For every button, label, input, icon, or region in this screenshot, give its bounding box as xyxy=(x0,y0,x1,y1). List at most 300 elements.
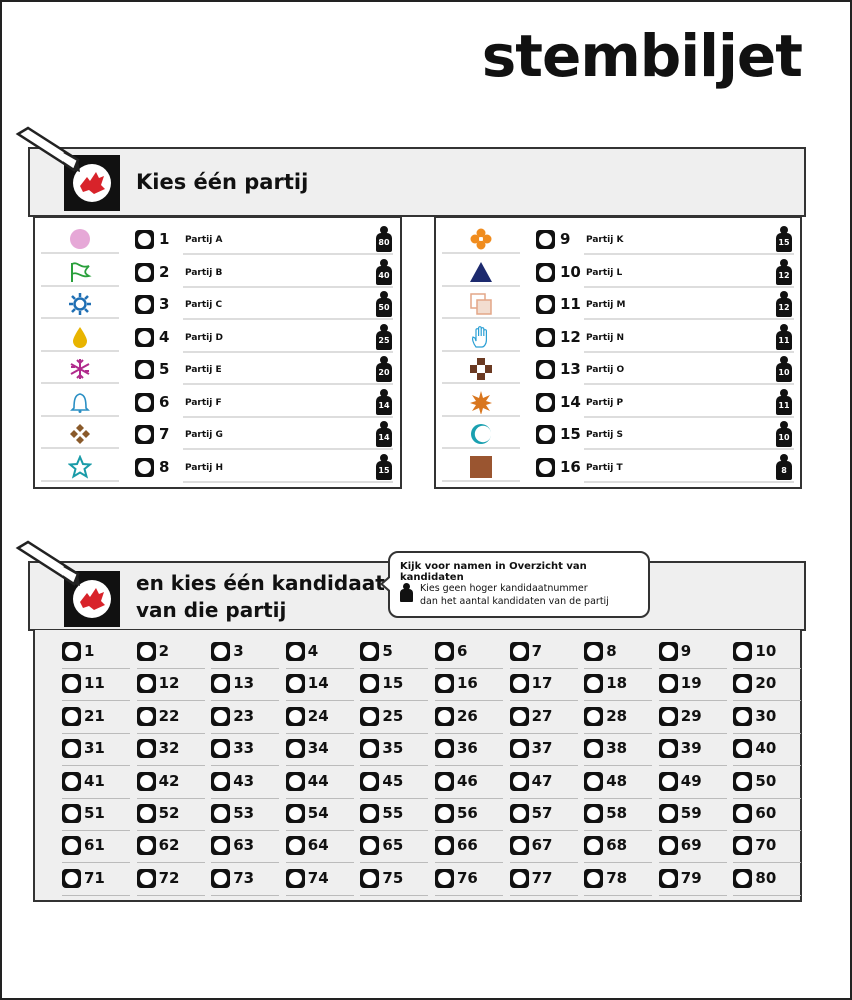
candidate-number: 8 xyxy=(606,642,617,660)
candidate-count: 15 xyxy=(776,233,792,252)
candidate-number: 33 xyxy=(233,739,255,758)
candidate-number: 42 xyxy=(158,771,180,790)
candidate-count: 50 xyxy=(376,298,392,317)
candidate-cell xyxy=(137,768,205,794)
candidate-vote-checkbox[interactable] xyxy=(62,836,81,855)
candidate-vote-checkbox[interactable] xyxy=(360,707,379,726)
candidate-vote-checkbox[interactable] xyxy=(435,804,454,823)
party-number: 3 xyxy=(159,295,170,313)
candidate-vote-checkbox[interactable] xyxy=(137,804,156,823)
party-vote-checkbox[interactable] xyxy=(536,230,555,249)
candidate-number: 63 xyxy=(233,836,255,855)
candidate-cell xyxy=(62,735,130,761)
candidate-vote-checkbox[interactable] xyxy=(510,836,529,855)
candidate-cell xyxy=(584,735,652,761)
party-row xyxy=(35,223,400,255)
candidate-vote-checkbox[interactable] xyxy=(584,674,603,693)
party-number: 12 xyxy=(560,327,581,346)
candidate-vote-checkbox[interactable] xyxy=(360,772,379,791)
candidate-vote-checkbox[interactable] xyxy=(62,804,81,823)
party-vote-checkbox[interactable] xyxy=(536,328,555,347)
candidate-vote-checkbox[interactable] xyxy=(659,642,678,661)
candidate-count: 15 xyxy=(376,461,392,480)
party-name: Partij B xyxy=(183,260,393,288)
candidate-number: 17 xyxy=(531,674,553,693)
party-section-heading: Kies één partij xyxy=(136,170,309,194)
candidate-cell xyxy=(584,832,652,858)
party-name: Partij L xyxy=(584,260,794,288)
candidate-vote-checkbox[interactable] xyxy=(286,772,305,791)
candidate-number: 46 xyxy=(457,771,478,790)
candidate-number: 73 xyxy=(233,868,255,887)
party-number: 5 xyxy=(159,360,170,378)
party-vote-checkbox[interactable] xyxy=(536,295,555,314)
candidate-vote-checkbox[interactable] xyxy=(360,674,379,693)
party-row xyxy=(436,386,800,418)
candidate-count-icon xyxy=(776,226,792,252)
candidate-vote-checkbox[interactable] xyxy=(286,804,305,823)
candidate-vote-checkbox[interactable] xyxy=(510,804,529,823)
candidate-number: 45 xyxy=(382,771,404,790)
candidate-count-icon xyxy=(376,324,392,350)
candidate-cell xyxy=(510,670,578,696)
candidate-vote-checkbox[interactable] xyxy=(211,707,230,726)
candidate-count: 20 xyxy=(376,363,392,382)
candidate-vote-checkbox[interactable] xyxy=(510,772,529,791)
candidate-cell xyxy=(733,865,801,891)
candidate-count-icon xyxy=(376,259,392,285)
candidate-cell xyxy=(286,670,354,696)
party-number: 4 xyxy=(159,327,170,346)
candidate-vote-checkbox[interactable] xyxy=(733,836,752,855)
party-name: Partij O xyxy=(584,357,794,385)
candidate-vote-checkbox[interactable] xyxy=(211,804,230,823)
party-name: Partij P xyxy=(584,390,794,418)
candidate-number: 56 xyxy=(457,804,478,822)
party-number: 16 xyxy=(560,457,581,476)
candidate-cell xyxy=(435,768,503,794)
candidate-vote-checkbox[interactable] xyxy=(137,739,156,758)
candidate-number: 29 xyxy=(680,706,702,725)
candidate-vote-checkbox[interactable] xyxy=(435,836,454,855)
candidate-vote-checkbox[interactable] xyxy=(211,642,230,661)
candidate-vote-checkbox[interactable] xyxy=(62,642,81,661)
candidate-vote-checkbox[interactable] xyxy=(435,642,454,661)
candidate-cell xyxy=(286,800,354,826)
candidate-vote-checkbox[interactable] xyxy=(733,804,752,823)
candidate-number: 80 xyxy=(755,868,777,887)
candidate-vote-checkbox[interactable] xyxy=(435,739,454,758)
candidate-vote-checkbox[interactable] xyxy=(137,707,156,726)
candidate-count: 8 xyxy=(776,461,792,480)
candidate-number: 62 xyxy=(158,836,180,855)
candidate-cell xyxy=(360,768,428,794)
party-vote-checkbox[interactable] xyxy=(536,263,555,282)
candidate-number: 70 xyxy=(755,836,777,855)
diamonds-icon xyxy=(41,421,119,449)
candidate-number: 39 xyxy=(680,739,702,758)
party-vote-checkbox[interactable] xyxy=(135,425,154,444)
candidate-vote-checkbox[interactable] xyxy=(584,869,603,888)
party-name: Partij H xyxy=(183,455,393,483)
candidate-number: 21 xyxy=(84,706,105,725)
party-vote-checkbox[interactable] xyxy=(135,393,154,412)
candidate-vote-checkbox[interactable] xyxy=(584,836,603,855)
candidate-number: 50 xyxy=(755,771,777,790)
party-vote-checkbox[interactable] xyxy=(135,360,154,379)
candidate-cell xyxy=(360,735,428,761)
candidate-vote-checkbox[interactable] xyxy=(659,772,678,791)
candidate-number: 59 xyxy=(680,804,702,822)
candidate-vote-checkbox[interactable] xyxy=(733,772,752,791)
candidate-cell xyxy=(510,865,578,891)
candidate-cell xyxy=(137,800,205,826)
candidate-cell xyxy=(584,768,652,794)
candidate-cell xyxy=(360,703,428,729)
candidate-cell xyxy=(435,638,503,664)
info-bubble xyxy=(388,551,650,618)
candidate-cell xyxy=(659,703,727,729)
candidate-number: 64 xyxy=(307,836,329,855)
candidate-vote-checkbox[interactable] xyxy=(510,707,529,726)
bell-icon xyxy=(41,389,119,417)
party-name: Partij C xyxy=(183,292,393,320)
snowflake-icon xyxy=(41,356,119,384)
candidate-count: 12 xyxy=(776,266,792,285)
party-vote-checkbox[interactable] xyxy=(135,295,154,314)
candidate-cell xyxy=(733,800,801,826)
candidate-vote-checkbox[interactable] xyxy=(584,804,603,823)
candidate-number: 44 xyxy=(307,771,329,790)
candidate-number: 38 xyxy=(606,739,628,758)
party-row xyxy=(436,451,800,483)
candidate-cell xyxy=(733,703,801,729)
candidate-vote-checkbox[interactable] xyxy=(286,869,305,888)
candidate-vote-checkbox[interactable] xyxy=(659,739,678,758)
party-row xyxy=(436,288,800,320)
party-number: 8 xyxy=(159,457,170,476)
candidate-vote-checkbox[interactable] xyxy=(137,642,156,661)
candidate-vote-checkbox[interactable] xyxy=(62,869,81,888)
candidate-cell xyxy=(211,703,279,729)
candidate-count: 10 xyxy=(776,428,792,447)
candidate-count: 14 xyxy=(376,396,392,415)
party-number: 11 xyxy=(560,295,581,313)
candidate-number: 37 xyxy=(531,739,553,758)
candidate-cell xyxy=(510,768,578,794)
candidate-vote-checkbox[interactable] xyxy=(62,707,81,726)
candidate-vote-checkbox[interactable] xyxy=(211,772,230,791)
candidate-cell xyxy=(435,703,503,729)
candidate-vote-checkbox[interactable] xyxy=(584,772,603,791)
candidate-vote-checkbox[interactable] xyxy=(733,642,752,661)
candidate-cell xyxy=(211,735,279,761)
candidate-number: 41 xyxy=(84,771,105,790)
clover-icon xyxy=(442,226,520,254)
candidate-number: 34 xyxy=(307,739,329,758)
candidate-number: 58 xyxy=(606,804,628,822)
party-vote-checkbox[interactable] xyxy=(135,263,154,282)
cross-icon xyxy=(442,356,520,384)
party-vote-checkbox[interactable] xyxy=(536,360,555,379)
square-icon xyxy=(442,454,520,482)
candidate-number: 14 xyxy=(307,674,329,693)
candidate-number: 25 xyxy=(382,706,404,725)
candidate-cell xyxy=(360,865,428,891)
candidate-vote-checkbox[interactable] xyxy=(510,869,529,888)
candidate-vote-checkbox[interactable] xyxy=(286,739,305,758)
candidate-vote-checkbox[interactable] xyxy=(137,836,156,855)
candidate-count: 40 xyxy=(376,266,392,285)
candidate-cell xyxy=(510,800,578,826)
burst-icon xyxy=(442,389,520,417)
candidate-number: 4 xyxy=(307,642,319,660)
candidate-number: 57 xyxy=(531,804,553,822)
party-number: 2 xyxy=(159,262,170,281)
candidate-cell xyxy=(62,638,130,664)
candidate-count-icon xyxy=(376,389,392,415)
candidate-cell xyxy=(435,832,503,858)
candidate-vote-checkbox[interactable] xyxy=(211,739,230,758)
candidate-count: 11 xyxy=(776,331,792,350)
candidate-cell xyxy=(137,865,205,891)
candidate-number: 35 xyxy=(382,739,404,758)
candidate-number: 26 xyxy=(457,706,478,725)
candidate-cell xyxy=(510,703,578,729)
candidate-cell xyxy=(584,865,652,891)
candidate-number: 1 xyxy=(84,642,95,660)
candidate-cell xyxy=(360,670,428,696)
candidate-vote-checkbox[interactable] xyxy=(584,739,603,758)
candidate-cell xyxy=(584,800,652,826)
star-icon xyxy=(41,454,119,482)
info-line-2: Kies geen hoger kandidaatnummer xyxy=(420,583,588,594)
party-number: 6 xyxy=(159,392,170,411)
candidate-cell xyxy=(137,703,205,729)
candidate-vote-checkbox[interactable] xyxy=(360,804,379,823)
candidate-number: 40 xyxy=(755,739,777,758)
party-name: Partij M xyxy=(584,292,794,320)
candidate-vote-checkbox[interactable] xyxy=(137,869,156,888)
party-vote-checkbox[interactable] xyxy=(536,458,555,477)
info-line-3: dan het aantal kandidaten van de partij xyxy=(420,596,609,607)
party-name: Partij A xyxy=(183,227,393,255)
candidate-vote-checkbox[interactable] xyxy=(62,772,81,791)
candidate-cell xyxy=(137,735,205,761)
candidate-number: 76 xyxy=(457,868,478,887)
candidate-cell xyxy=(211,768,279,794)
candidate-vote-checkbox[interactable] xyxy=(659,707,678,726)
candidate-number: 53 xyxy=(233,804,255,822)
candidate-cell xyxy=(733,832,801,858)
party-row xyxy=(35,288,400,320)
party-number: 15 xyxy=(560,425,581,443)
pencil-icon xyxy=(14,540,94,590)
candidate-number: 65 xyxy=(382,836,404,855)
candidate-vote-checkbox[interactable] xyxy=(659,836,678,855)
candidate-number: 20 xyxy=(755,674,777,693)
candidate-vote-checkbox[interactable] xyxy=(584,707,603,726)
candidate-number: 75 xyxy=(382,868,404,887)
candidate-vote-checkbox[interactable] xyxy=(62,739,81,758)
candidate-number: 24 xyxy=(307,706,329,725)
party-vote-checkbox[interactable] xyxy=(536,425,555,444)
party-row xyxy=(436,353,800,385)
candidate-vote-checkbox[interactable] xyxy=(659,674,678,693)
party-number: 10 xyxy=(560,262,581,281)
flag-icon xyxy=(41,259,119,287)
candidate-vote-checkbox[interactable] xyxy=(435,674,454,693)
candidate-number: 48 xyxy=(606,771,628,790)
candidate-number: 60 xyxy=(755,804,777,822)
candidate-cell xyxy=(733,638,801,664)
candidate-cell xyxy=(137,832,205,858)
candidate-vote-checkbox[interactable] xyxy=(733,869,752,888)
candidate-number: 11 xyxy=(84,674,105,693)
candidate-vote-checkbox[interactable] xyxy=(435,772,454,791)
party-number: 13 xyxy=(560,360,581,378)
candidate-vote-checkbox[interactable] xyxy=(286,642,305,661)
candidate-count: 25 xyxy=(376,331,392,350)
info-line-1: Kijk voor namen in Overzicht van kandidaten xyxy=(400,561,587,583)
candidate-cell xyxy=(211,800,279,826)
candidate-vote-checkbox[interactable] xyxy=(360,836,379,855)
candidate-vote-checkbox[interactable] xyxy=(286,707,305,726)
candidate-vote-checkbox[interactable] xyxy=(510,642,529,661)
candidate-count-icon xyxy=(776,324,792,350)
candidate-vote-checkbox[interactable] xyxy=(211,869,230,888)
party-list-right xyxy=(434,216,802,489)
candidate-vote-checkbox[interactable] xyxy=(733,707,752,726)
candidate-cell xyxy=(211,638,279,664)
candidate-number: 47 xyxy=(531,771,553,790)
candidate-number: 9 xyxy=(680,642,692,660)
candidate-vote-checkbox[interactable] xyxy=(510,739,529,758)
candidate-number: 51 xyxy=(84,804,105,822)
candidate-number: 71 xyxy=(84,868,105,887)
candidate-number: 3 xyxy=(233,642,244,660)
candidate-cell xyxy=(360,832,428,858)
candidate-number: 77 xyxy=(531,868,553,887)
candidate-number: 52 xyxy=(158,804,180,822)
candidate-vote-checkbox[interactable] xyxy=(435,707,454,726)
party-row xyxy=(436,321,800,353)
party-name: Partij N xyxy=(584,325,794,353)
candidate-cell xyxy=(286,832,354,858)
party-row xyxy=(35,353,400,385)
crescent-icon xyxy=(442,421,520,449)
hand-icon xyxy=(442,324,520,352)
candidate-vote-checkbox[interactable] xyxy=(360,739,379,758)
party-row xyxy=(436,256,800,288)
party-vote-checkbox[interactable] xyxy=(536,393,555,412)
candidate-vote-checkbox[interactable] xyxy=(584,642,603,661)
candidate-cell xyxy=(62,865,130,891)
party-name: Partij D xyxy=(183,325,393,353)
candidate-cell xyxy=(510,832,578,858)
candidate-count-icon xyxy=(376,454,392,480)
party-vote-checkbox[interactable] xyxy=(135,458,154,477)
candidate-number: 69 xyxy=(680,836,702,855)
candidate-cell xyxy=(659,800,727,826)
party-number: 9 xyxy=(560,230,571,248)
candidate-vote-checkbox[interactable] xyxy=(286,674,305,693)
candidate-count-icon xyxy=(376,421,392,447)
candidate-number: 28 xyxy=(606,706,628,725)
candidate-cell xyxy=(62,768,130,794)
party-name: Partij K xyxy=(584,227,794,255)
candidate-count-icon xyxy=(376,356,392,382)
candidate-vote-checkbox[interactable] xyxy=(733,739,752,758)
candidate-count: 10 xyxy=(776,363,792,382)
party-row xyxy=(436,223,800,255)
candidate-number: 18 xyxy=(606,674,628,693)
candidate-vote-checkbox[interactable] xyxy=(137,772,156,791)
candidate-vote-checkbox[interactable] xyxy=(659,869,678,888)
candidate-vote-checkbox[interactable] xyxy=(659,804,678,823)
candidate-vote-checkbox[interactable] xyxy=(360,869,379,888)
candidate-vote-checkbox[interactable] xyxy=(286,836,305,855)
circle-icon xyxy=(41,226,119,254)
party-row xyxy=(35,386,400,418)
candidate-person-icon xyxy=(400,583,412,603)
party-name: Partij F xyxy=(183,390,393,418)
candidate-number: 6 xyxy=(457,642,468,660)
candidate-number: 2 xyxy=(158,642,170,660)
candidate-number: 74 xyxy=(307,868,329,887)
candidate-vote-checkbox[interactable] xyxy=(137,674,156,693)
party-vote-checkbox[interactable] xyxy=(135,230,154,249)
candidate-cell xyxy=(62,832,130,858)
candidate-cell xyxy=(211,670,279,696)
candidate-number: 32 xyxy=(158,739,180,758)
party-row xyxy=(35,321,400,353)
candidate-cell xyxy=(659,865,727,891)
party-number: 14 xyxy=(560,392,581,411)
candidate-cell xyxy=(435,800,503,826)
candidate-cell xyxy=(286,865,354,891)
candidate-number: 36 xyxy=(457,739,478,758)
candidate-vote-checkbox[interactable] xyxy=(211,836,230,855)
candidate-number: 12 xyxy=(158,674,180,693)
candidate-number: 43 xyxy=(233,771,255,790)
candidate-vote-checkbox[interactable] xyxy=(211,674,230,693)
candidate-vote-checkbox[interactable] xyxy=(733,674,752,693)
candidate-cell xyxy=(137,670,205,696)
candidate-vote-checkbox[interactable] xyxy=(435,869,454,888)
candidate-vote-checkbox[interactable] xyxy=(510,674,529,693)
party-row xyxy=(436,418,800,450)
candidate-cell xyxy=(360,638,428,664)
candidate-count: 80 xyxy=(376,233,392,252)
party-row xyxy=(35,256,400,288)
candidate-number: 15 xyxy=(382,674,404,693)
candidate-number: 68 xyxy=(606,836,628,855)
candidate-vote-checkbox[interactable] xyxy=(62,674,81,693)
candidate-cell xyxy=(733,670,801,696)
squares-icon xyxy=(442,291,520,319)
candidate-vote-checkbox[interactable] xyxy=(360,642,379,661)
candidate-cell xyxy=(211,865,279,891)
candidate-count-icon xyxy=(776,291,792,317)
candidate-number: 5 xyxy=(382,642,393,660)
party-row xyxy=(35,451,400,483)
party-vote-checkbox[interactable] xyxy=(135,328,154,347)
candidate-cell xyxy=(435,735,503,761)
candidate-cell xyxy=(659,832,727,858)
candidate-number: 31 xyxy=(84,739,105,758)
candidate-cell xyxy=(435,670,503,696)
